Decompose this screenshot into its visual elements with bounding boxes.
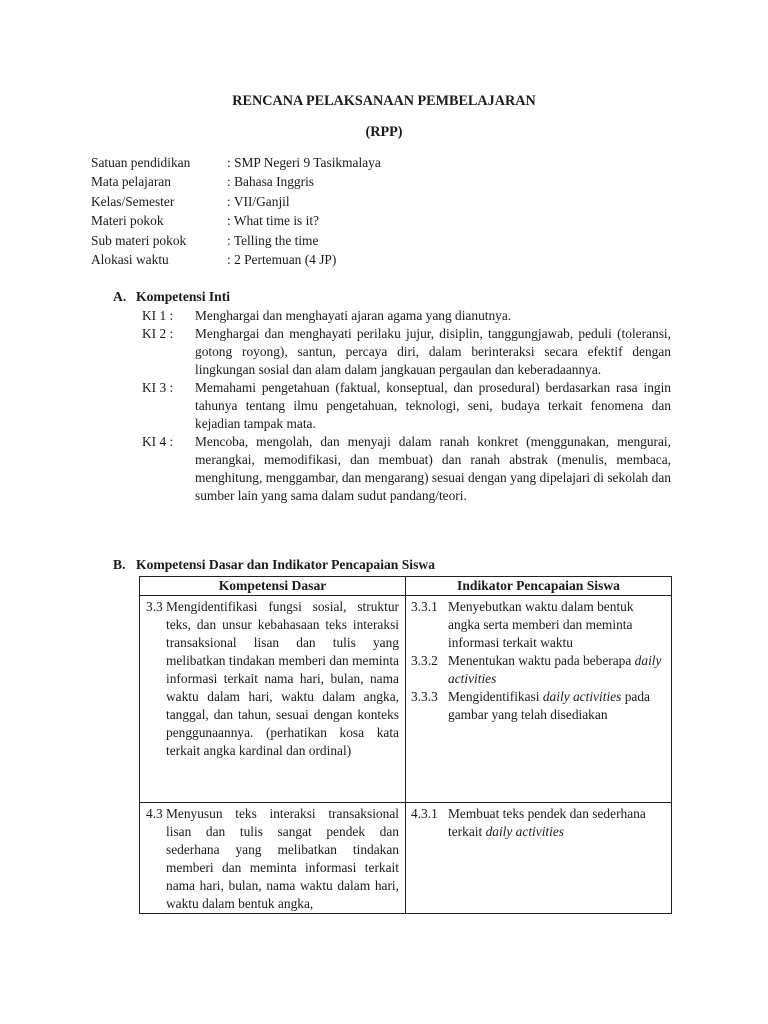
kd-text: Mengidentifikasi fungsi sosial, struktur teks, dan unsur kebahasaan teks interaksi transaksional lisan dan tulis yang melibatkan tindakan memberi dan meminta informasi terkait nama hari, bulan, nama waktu dalam hari, waktu dalam angka, tanggal, dan tahun, sesuai dengan konteks penggunaannya. (perhatikan kosa kata terkait angka kardinal dan ordinal) — [166, 599, 399, 758]
column-header: Indikator Pencapaian Siswa — [406, 577, 672, 596]
indicator-cell — [406, 596, 672, 803]
section-title: Kompetensi Dasar dan Indikator Pencapaian Siswa — [136, 557, 435, 572]
meta-row — [91, 250, 381, 269]
meta-row — [91, 192, 381, 211]
indicator-number: 4.3.1 — [411, 806, 438, 821]
kd-entry — [146, 805, 399, 913]
ki-item — [142, 379, 671, 433]
column-header: Kompetensi Dasar — [140, 577, 406, 596]
meta-label: Materi pokok — [91, 213, 164, 229]
indicator-text-main: Menentukan waktu pada beberapa — [448, 653, 632, 668]
meta-row — [91, 231, 381, 250]
ki-label: KI 2 : — [142, 326, 174, 341]
kd-entry — [146, 598, 399, 760]
table-header-row — [140, 577, 672, 596]
ki-label: KI 4 : — [142, 434, 174, 449]
ki-text: Menghargai dan menghayati perilaku jujur, disiplin, tanggungjawab, peduli (toleransi, gotong royong), santun, percaya diri, dalam berinteraksi secara efektif dengan lingkungan sosial dan alam dalam jangkauan pergaulan dan keberadaannya. — [195, 326, 671, 377]
section-letter: B. — [113, 557, 126, 572]
indicator-item — [411, 652, 667, 688]
indicator-text — [448, 688, 667, 724]
document-subtitle: (RPP) — [365, 124, 403, 140]
meta-row — [91, 172, 381, 191]
section-a-heading — [113, 289, 230, 305]
indicator-number: 3.3.1 — [411, 599, 438, 614]
indicator-text-main: Membuat teks pendek dan sederhana terkait — [448, 806, 646, 839]
meta-label: Kelas/Semester — [91, 193, 175, 209]
ki-label: KI 1 : — [142, 308, 174, 323]
document-title: RENCANA PELAKSANAAN PEMBELAJARAN — [232, 93, 536, 109]
identity-block — [91, 153, 381, 269]
kd-cell — [140, 596, 406, 803]
ki-text: Menghargai dan menghayati ajaran agama yang dianutnya. — [195, 308, 512, 323]
meta-value: : What time is it? — [227, 213, 319, 229]
ki-text: Mencoba, mengolah, dan menyaji dalam ranah konkret (menggunakan, mengurai, merangkai, memodifikasi, dan membuat) dan ranah abstrak (menulis, membaca, menghitung, menggambar, dan mengarang) sesuai dengan yang dipelajari di sekolah dan sumber lain yang sama dalam sudut pandang/teori. — [195, 434, 671, 503]
indicator-text-emphasis: daily activities — [448, 653, 662, 686]
section-b-heading — [113, 557, 435, 573]
ki-label: KI 3 : — [142, 380, 174, 395]
indicator-item — [411, 805, 667, 841]
meta-row — [91, 211, 381, 230]
meta-value: : 2 Pertemuan (4 JP) — [227, 252, 337, 268]
kd-cell — [140, 803, 406, 914]
indicator-text-emphasis: daily activities — [485, 824, 565, 839]
indicator-text-rest: pada gambar yang telah disediakan — [448, 689, 650, 722]
section-title: Kompetensi Inti — [136, 289, 231, 304]
section-letter: A. — [113, 289, 127, 304]
kd-text: Menyusun teks interaksi transaksional lisan dan tulis sangat pendek dan sederhana yang melibatkan tindakan memberi dan meminta informasi terkait nama hari, bulan, nama waktu dalam hari, waktu dalam bentuk angka, — [166, 806, 399, 911]
kd-number: 3.3 — [146, 599, 163, 614]
ki-text: Memahami pengetahuan (faktual, konseptual, dan prosedural) berdasarkan rasa ingin tahunya tentang ilmu pengetahuan, teknologi, seni, budaya terkait fenomena dan kejadian tampak mata. — [195, 380, 671, 431]
table-row — [140, 803, 672, 914]
meta-label: Alokasi waktu — [91, 252, 169, 268]
indicator-text-main: Mengidentifikasi — [448, 689, 540, 704]
ki-list — [142, 307, 671, 505]
meta-value: : Bahasa Inggris — [227, 174, 315, 190]
meta-label: Satuan pendidikan — [91, 155, 191, 170]
ki-item — [142, 433, 671, 505]
indicator-text: Menyebutkan waktu dalam bentuk angka serta memberi dan meminta informasi terkait waktu — [448, 599, 634, 650]
indicator-text — [448, 652, 667, 688]
indicator-number: 3.3.3 — [411, 689, 438, 704]
indicator-text-emphasis: daily activities — [542, 689, 622, 704]
meta-label: Sub materi pokok — [91, 232, 187, 248]
indicator-item — [411, 688, 667, 724]
kd-indicator-table — [139, 576, 672, 914]
meta-value: : Telling the time — [227, 232, 319, 248]
meta-value: : SMP Negeri 9 Tasikmalaya — [227, 155, 381, 170]
indicator-item — [411, 598, 667, 652]
table-row — [140, 596, 672, 803]
ki-item — [142, 325, 671, 379]
indicator-cell — [406, 803, 672, 914]
ki-item — [142, 307, 671, 325]
indicator-number: 3.3.2 — [411, 653, 438, 668]
meta-row — [91, 153, 381, 172]
kd-number: 4.3 — [146, 806, 163, 821]
meta-label: Mata pelajaran — [91, 174, 171, 190]
meta-value: : VII/Ganjil — [227, 193, 290, 209]
indicator-text — [448, 805, 667, 841]
